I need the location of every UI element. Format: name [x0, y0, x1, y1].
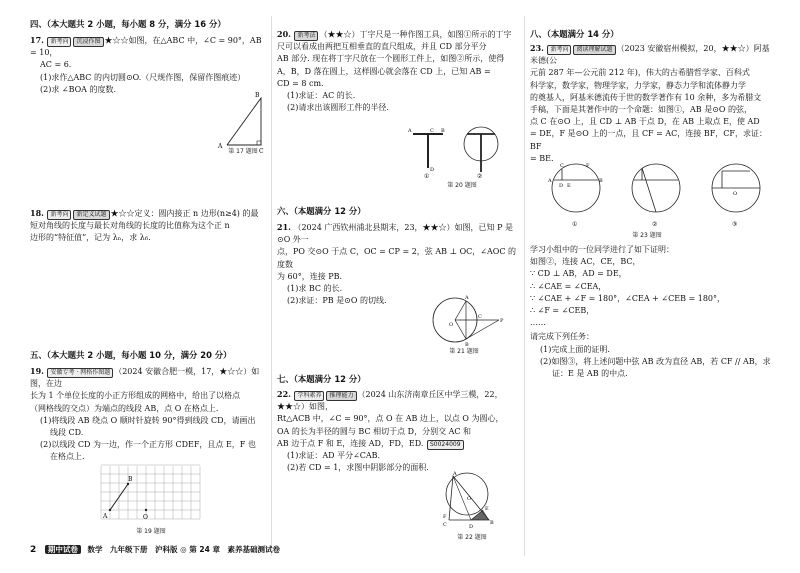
- series-badge: 期中试卷: [45, 545, 81, 554]
- point-label: E: [485, 506, 489, 512]
- tag-badge: 学科素养: [294, 391, 324, 401]
- figure-caption: 第 20 题图: [447, 182, 477, 189]
- question-text: （2024 山东济南章丘区中学三模，22，★★☆）如图，: [277, 390, 503, 412]
- question-number: 22.: [277, 389, 291, 399]
- question-number: 17.: [30, 35, 44, 45]
- difficulty-stars: （★★☆）: [319, 30, 360, 39]
- question-number: 20.: [277, 29, 291, 39]
- tag-badge: 安徽专考 · 网格作图题: [47, 368, 113, 378]
- question-text: AB 部分. 现在将丁字尺放在一个圆形工件上，如图②所示，使得: [277, 54, 505, 64]
- figure-index: ③: [732, 221, 738, 228]
- sub-question: (2)求 ∠BOA 的度数.: [40, 84, 117, 94]
- difficulty-stars: ★☆☆: [104, 36, 129, 45]
- figure-index: ②: [652, 221, 658, 228]
- column-divider: [524, 16, 525, 556]
- section-7-heading: 七、（本题满分 12 分）: [277, 374, 366, 384]
- question-text: = DE，F 是⊙O 上的一点，且 CF = AC，连接 BF，CF，求证：BF: [530, 129, 767, 151]
- point-label: O: [143, 514, 148, 521]
- footer-text: 数学 九年级下册 沪科版 ◎ 第 24 章 素养基础测试卷: [87, 545, 280, 554]
- point-label: B: [599, 178, 603, 184]
- sub-question: (2)若 CD = 1，求图中阴影部分的面积.: [287, 463, 429, 473]
- point-label: A: [453, 471, 457, 477]
- proof-line: 如图②，连接 AC，CE，BC，: [530, 257, 641, 267]
- figure-caption: 第 23 题图: [632, 232, 662, 239]
- point-label: A: [465, 295, 469, 301]
- point-label: D: [430, 167, 435, 173]
- question-text: 点 C 在⊙O 上，且 CD ⊥ AB 于点 D，在 AB 上取点 E，使 AD: [530, 117, 760, 127]
- tag-badge: 新考法: [294, 31, 318, 41]
- sub-question: (1)求证：AD 平分∠CAB.: [287, 451, 381, 461]
- sub-question: 在格点上.: [50, 452, 85, 462]
- proof-line: ∵ CD ⊥ AB，AD = DE，: [530, 269, 627, 279]
- question-text: 为 60°，连接 PB.: [277, 271, 343, 281]
- column-middle: [277, 0, 521, 573]
- figure-19-grid: [98, 462, 208, 522]
- question-number: 19.: [30, 366, 44, 376]
- question-19: [30, 365, 270, 464]
- question-text: 长为 1 个单位长度的小正方形组成的网格中，给出了以格点: [30, 391, 241, 401]
- figure-index: ②: [477, 173, 483, 180]
- question-22: [277, 388, 521, 474]
- sub-question: (1)求 BC 的长.: [287, 284, 343, 294]
- section-8-heading: 八、（本题满分 14 分）: [530, 29, 619, 39]
- section-5-heading: 五、（本大题共 2 小题，每小题 10 分，满分 20 分）: [30, 350, 232, 360]
- tag-badge: 推理能力: [326, 391, 356, 401]
- point-label: A: [103, 513, 108, 520]
- column-left: [30, 0, 270, 573]
- proof-line: ∴ ∠CAE = ∠CEA，: [530, 281, 607, 291]
- sub-question: (2)求证：PB 是⊙O 的切线.: [287, 296, 387, 306]
- question-text: 点，PO 交⊙O 于点 C，OC = CP = 2，弦 AB ⊥ OC，∠AOC 的度数: [277, 247, 516, 269]
- point-label: A: [548, 178, 552, 184]
- question-18: [30, 207, 270, 245]
- point-label: B: [255, 92, 260, 99]
- question-text: 如图，在△ABC 中，∠C = 90°，AB = 10，: [30, 36, 262, 58]
- question-number: 18.: [30, 208, 44, 218]
- point-label: D: [559, 183, 564, 189]
- sub-question: (2)以线段 CD 为一边，作一个正方形 CDEF，且点 E，F 也: [40, 440, 256, 450]
- proof-block: [530, 244, 775, 380]
- question-text: 丁字尺是一种作图工具，如图①所示的丁字: [359, 30, 512, 39]
- figure-22-circle-triangle: [437, 470, 507, 532]
- sub-question: (2)如图③，将上述问题中弦 AB 改为直径 AB，若 CF // AB，求: [540, 356, 771, 366]
- question-text: 边形的“特征值”，记为 λₙ，求 λ₆.: [30, 233, 151, 243]
- figure-caption: 第 21 题图: [449, 348, 479, 355]
- question-text: CD = 8 cm.: [277, 78, 324, 88]
- point-label: P: [500, 318, 504, 324]
- sub-question: (1)将线段 AB 绕点 O 顺时针旋转 90°得到线段 CD，请画出: [40, 415, 256, 425]
- question-text: 科学家，数学家，物理学家，力学家，静态力学和流体静力学: [530, 80, 746, 90]
- point-label: B: [465, 342, 469, 348]
- point-label: B: [490, 520, 494, 526]
- proof-line: 学习小组中的一位同学进行了如下证明：: [530, 245, 674, 254]
- resource-code: S0024009: [427, 440, 464, 450]
- difficulty-stars: ★☆☆: [110, 209, 135, 218]
- question-20: [277, 28, 521, 114]
- question-text: （2023 安徽宿州模拟，20，★★☆）阿基米德(公: [530, 44, 770, 66]
- tag-badge: 新定义试题: [73, 210, 109, 220]
- sub-question: 线段 CD.: [50, 428, 84, 438]
- figure-21-circle-tangent: [427, 288, 507, 348]
- tag-badge: 新考向: [47, 37, 71, 47]
- question-text: （2024 安徽合肥一模，17，★☆☆）如图，在边: [30, 367, 260, 389]
- point-label: A: [218, 143, 223, 150]
- point-label: F: [586, 163, 590, 169]
- sub-question: (1)完成上面的证明.: [540, 344, 610, 354]
- page-footer: [30, 544, 280, 555]
- question-text: 的奠基人，阿基米德流传于世的数学著作有 10 余种，多为希腊文: [530, 92, 762, 102]
- point-label: O: [449, 322, 454, 328]
- figure-caption: 第 22 题图: [457, 534, 487, 541]
- question-text: （2024 广西钦州浦北县期末，23，★★☆）如图，已知 P 是⊙O 外一: [277, 223, 514, 245]
- question-text: 短对角线的长度与最长对角线的长度的比值称为这个正 n: [30, 221, 230, 231]
- question-text: 定义：圆内接正 n 边形(n≥4) 的最: [134, 209, 259, 218]
- proof-line: ……: [530, 318, 546, 328]
- point-label: B: [441, 128, 445, 134]
- question-text: Rt△ACB 中，∠C = 90°，点 O 在 AB 边上，以点 O 为圆心，: [277, 414, 504, 424]
- figure-caption: 第 19 题图: [136, 528, 166, 535]
- question-23: [530, 42, 775, 165]
- proof-line: ∵ ∠CAE + ∠F = 180°，∠CEA + ∠CEB = 180°，: [530, 293, 726, 303]
- figure-index: ①: [424, 173, 430, 180]
- tag-badge: 沉浸作图: [73, 37, 103, 47]
- question-text: OA 的长为半径的圆与 BC 相切于点 D，分别交 AC 和: [277, 426, 472, 436]
- point-label: C: [443, 522, 447, 528]
- question-text: 尺可以看成由两把互相垂直的直尺组成，并且 CD 部分平分: [277, 42, 487, 52]
- question-number: 23.: [530, 43, 544, 53]
- sub-question: 证：E 是 AB 的中点.: [552, 369, 628, 379]
- point-label: C: [259, 148, 264, 155]
- question-17: [30, 34, 270, 96]
- point-label: A: [408, 128, 412, 134]
- question-text: = BE.: [530, 153, 554, 163]
- question-text: （网格线的交点）为端点的线段 AB，点 O 在格点上.: [30, 403, 219, 413]
- question-text: AC = 6.: [40, 60, 72, 70]
- figure-index: ①: [572, 221, 578, 228]
- figure-23-three-circles: [538, 158, 773, 230]
- section-6-heading: 六、（本题满分 12 分）: [277, 206, 366, 216]
- tag-badge: 阅读理解试题: [573, 45, 615, 55]
- sub-question: (1)求作△ABC 的内切圆⊙O.（尺规作图，保留作图痕迹）: [40, 72, 246, 82]
- point-label: D: [469, 524, 474, 530]
- point-label: C: [478, 314, 482, 320]
- question-text: 手稿，下面是其著作中的一个命题：如图①，AB 是⊙O 的弦，: [530, 105, 753, 115]
- point-label: O: [467, 496, 472, 502]
- question-text: 元前 287 年—公元前 212 年)，伟大的古希腊哲学家、百科式: [530, 68, 750, 78]
- tag-badge: 新考向: [47, 210, 71, 220]
- page-number: 2: [30, 545, 37, 555]
- point-label: F: [443, 514, 447, 520]
- task-heading: 请完成下列任务：: [530, 332, 594, 342]
- point-label: C: [560, 163, 564, 169]
- point-label: E: [567, 183, 571, 189]
- sub-question: (2)请求出该圆形工件的半径.: [287, 103, 389, 113]
- question-text: A，B，D 落在圆上，这样圆心就会落在 CD 上，已知 AB =: [277, 66, 491, 76]
- figure-20-t-square: [407, 122, 507, 180]
- sub-question: (1)求证：AC 的长.: [287, 91, 356, 101]
- proof-line: ∴ ∠F = ∠CEB，: [530, 306, 595, 316]
- point-label: C: [430, 128, 434, 134]
- point-label: B: [128, 476, 133, 483]
- section-4-heading: 四、（本大题共 2 小题，每小题 8 分，满分 16 分）: [30, 19, 226, 29]
- figure-caption: 第 17 题图: [228, 148, 258, 155]
- column-divider: [271, 16, 272, 556]
- question-text: AB 边于点 F 和 E，连接 AD，FD，ED.: [277, 438, 424, 448]
- column-right: [530, 0, 775, 573]
- point-label: O: [733, 191, 738, 197]
- tag-badge: 新考向: [547, 45, 571, 55]
- question-number: 21.: [277, 222, 291, 232]
